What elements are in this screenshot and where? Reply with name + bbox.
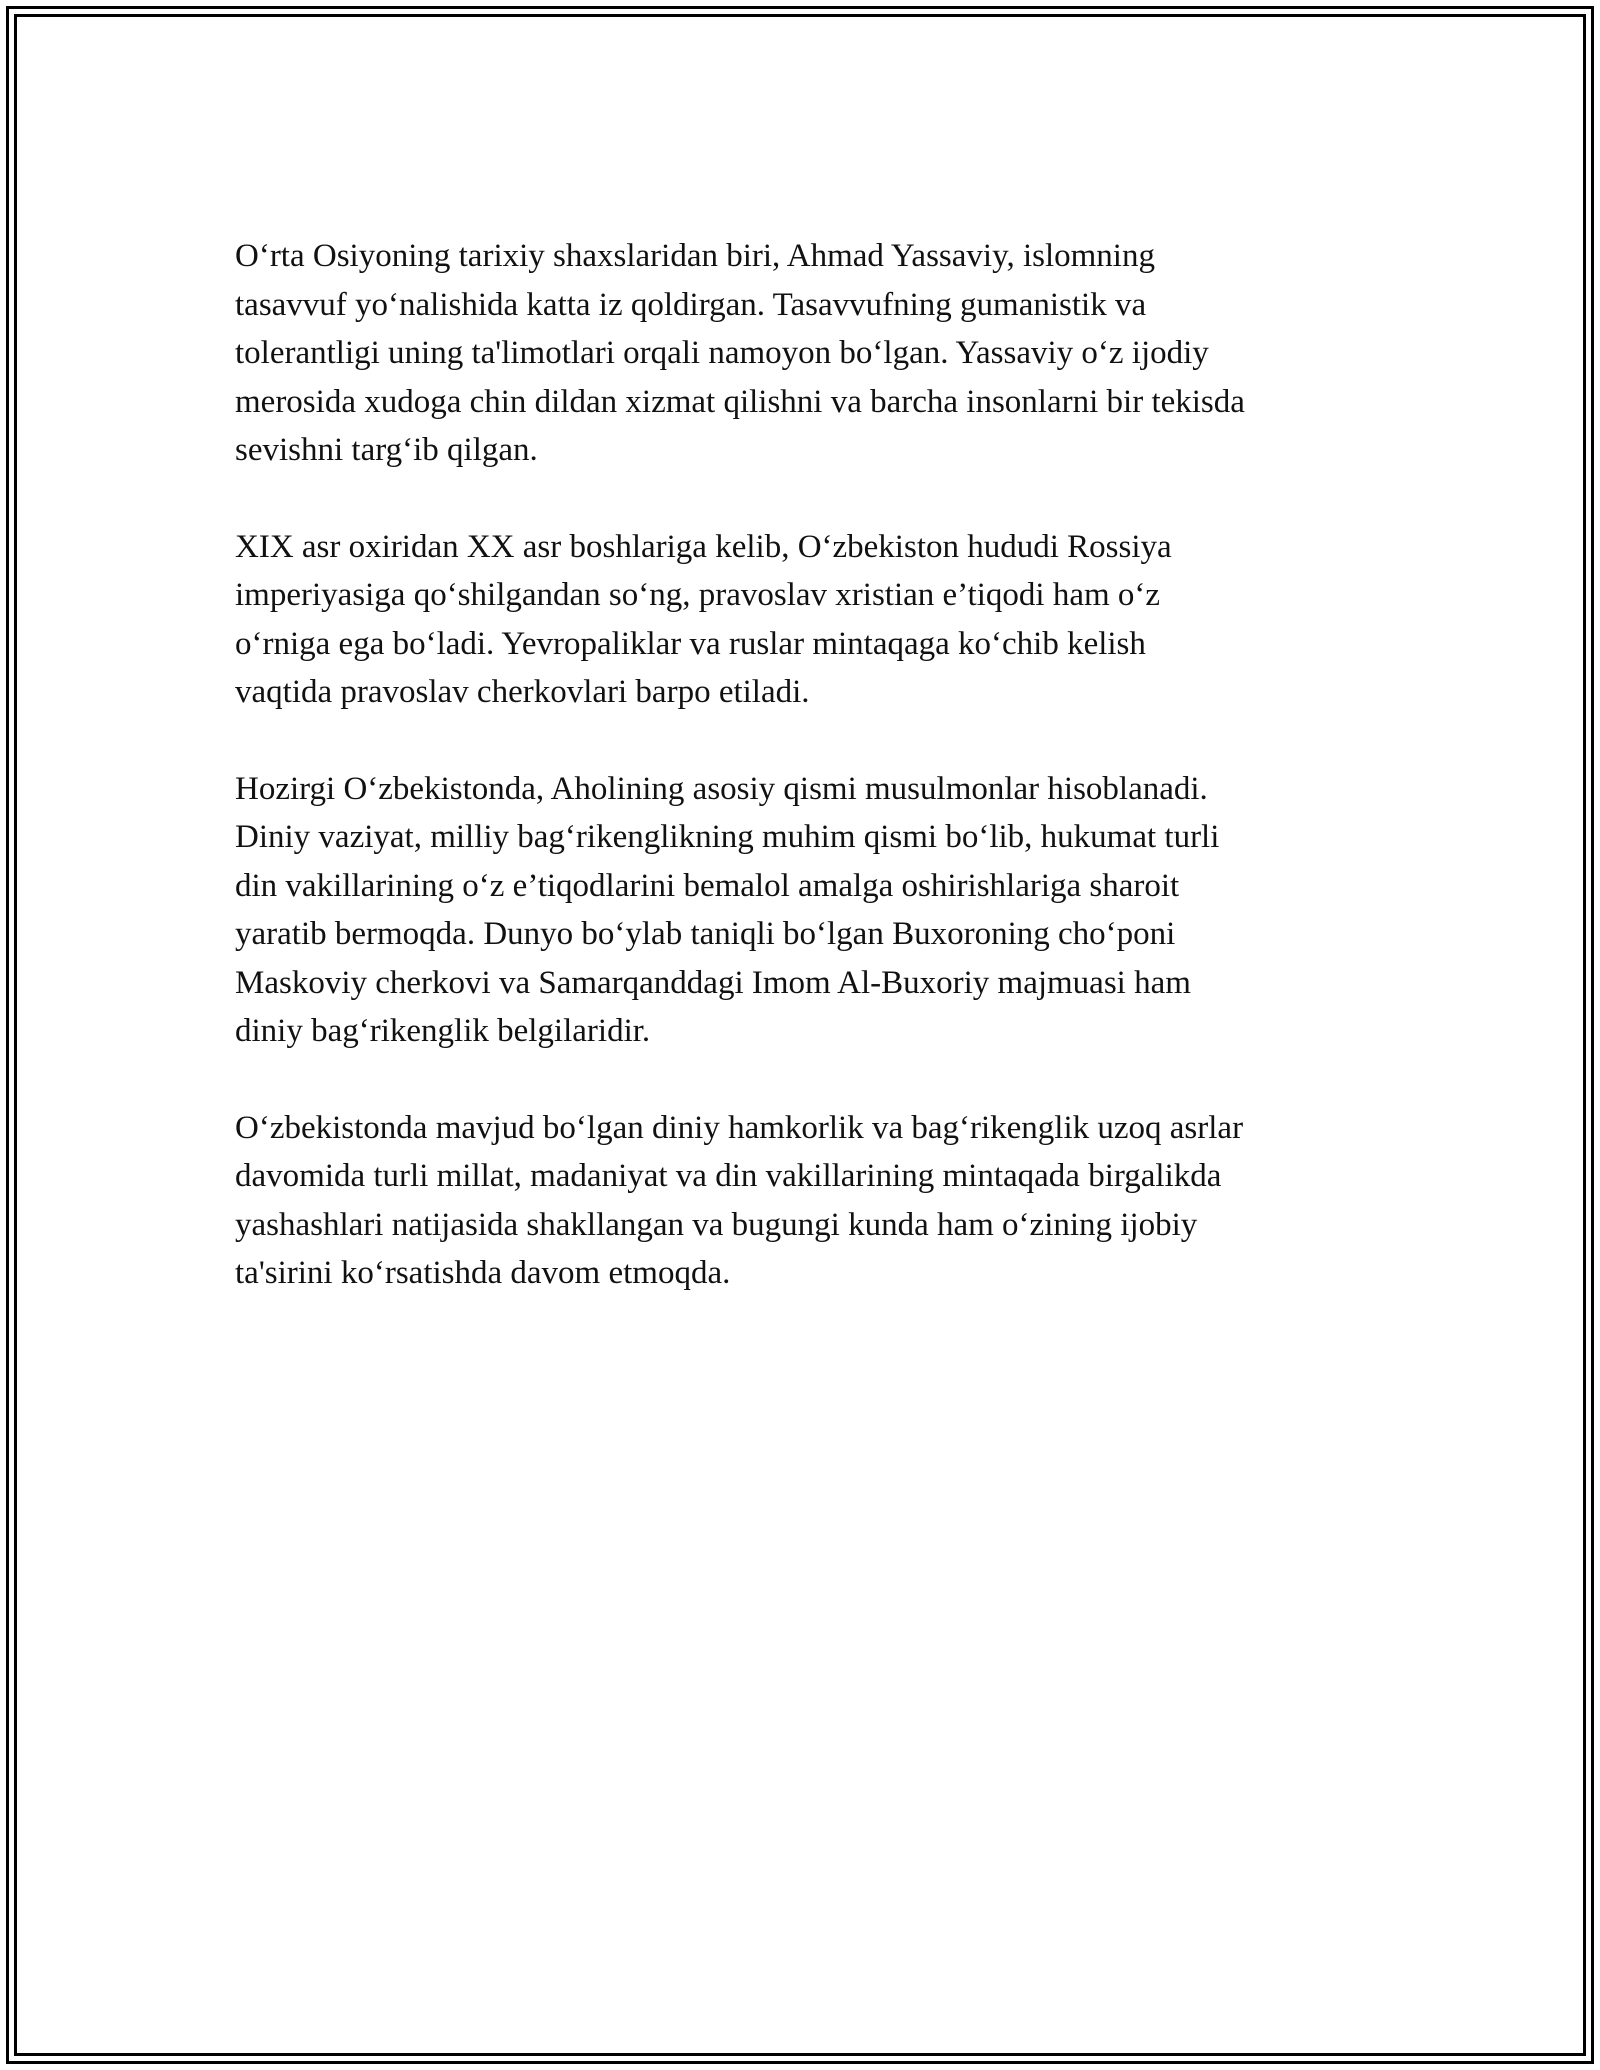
document-body bbox=[235, 232, 1385, 1346]
paragraph-yassaviy: O‘rta Osiyoning tarixiy shaxslaridan biri, Ahmad Yassaviy, islomning tasavvuf yo‘nalishida katta iz qoldirgan. Tasavvufning gumanistik va tolerantligi uning ta'limotlari orqali namoyon bo‘lgan. Yassaviy o‘z ijodiy merosida xudoga chin dildan xizmat qilishni va barcha insonlarni bir tekisda sevishni targ‘ib qilgan. bbox=[235, 238, 1245, 468]
paragraph-orthodox-christianity: XIX asr oxiridan XX asr boshlariga kelib, O‘zbekiston hududi Rossiya imperiyasiga qo‘shilgandan so‘ng, pravoslav xristian e’tiqodi ham o‘z o‘rniga ega bo‘ladi. Yevropaliklar va ruslar mintaqaga ko‘chib kelish vaqtida pravoslav cherkovlari barpo etiladi. bbox=[235, 528, 1172, 710]
paragraph-modern-uzbekistan: Hozirgi O‘zbekistonda, Aholining asosiy qismi musulmonlar hisoblanadi. Diniy vaziyat, milliy bag‘rikenglikning muhim qismi bo‘lib, hukumat turli din vakillarining o‘z e’tiqodlarini bemalol amalga oshirishlariga sharoit yaratib bermoqda. Dunyo bo‘ylab taniqli bo‘lgan Buxoroning cho‘poni Maskoviy cherkovi va Samarqanddagi Imom Al-Buxoriy majmuasi ham diniy bag‘rikenglik belgilaridir. bbox=[235, 770, 1220, 1049]
paragraph-religious-tolerance: O‘zbekistonda mavjud bo‘lgan diniy hamkorlik va bag‘rikenglik uzoq asrlar davomida turli millat, madaniyat va din vakillarining mintaqada birgalikda yashashlari natijasida shakllangan va bugungi kunda ham o‘zining ijobiy ta'sirini ko‘rsatishda davom etmoqda. bbox=[235, 1109, 1244, 1291]
